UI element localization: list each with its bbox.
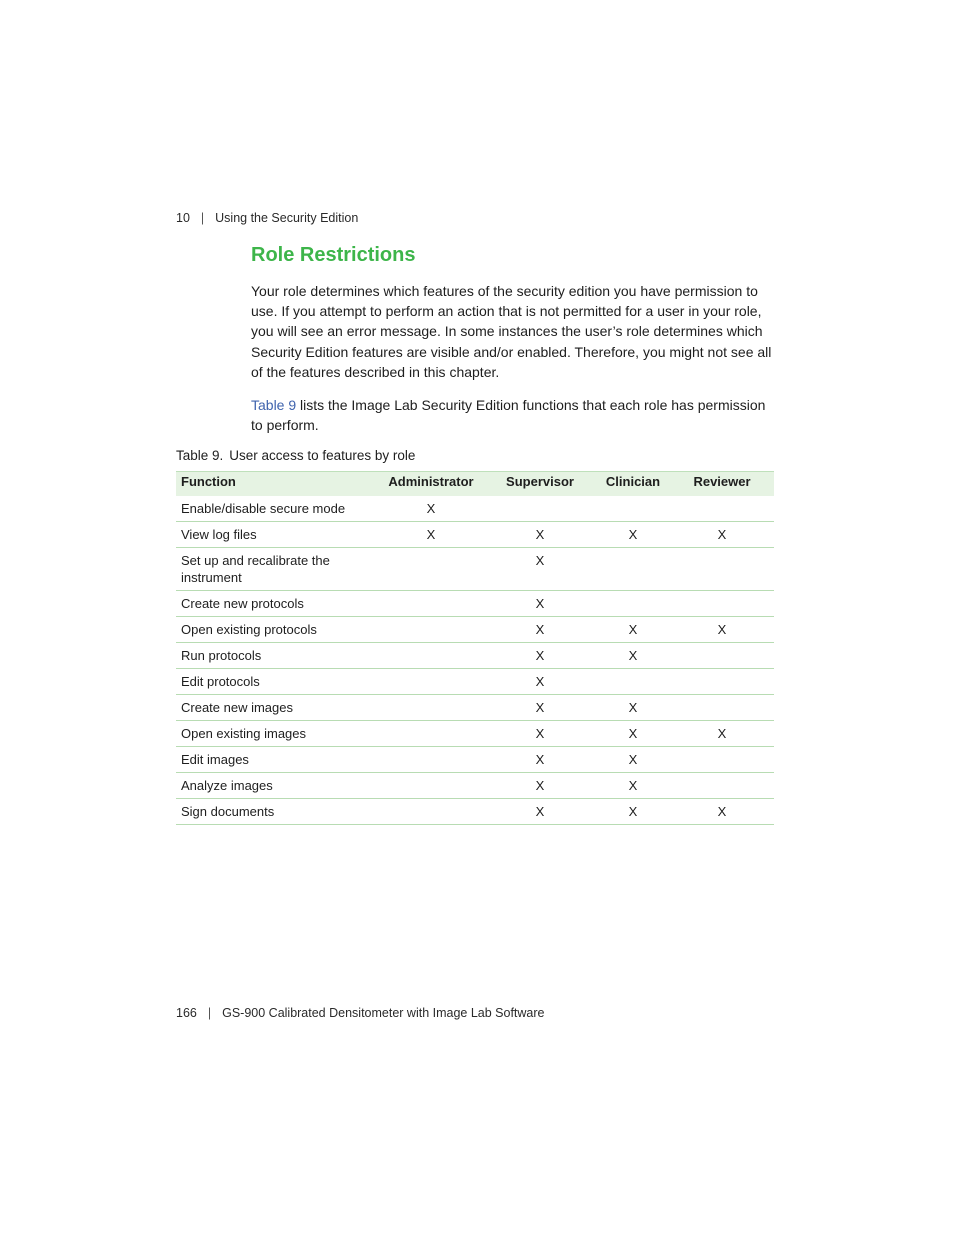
supervisor-cell: X [484, 669, 596, 695]
table-row [176, 669, 774, 695]
administrator-cell [378, 548, 484, 591]
table-header-row [176, 472, 774, 497]
intro-paragraph: Your role determines which features of the security edition you have permission to use. If you attempt to perform an action that is not permitted for a user in your role, you will see an error message. In some instances the user’s role determines which Security Edition features are visible and/or enabled. Therefore, you might not see all of the features described in this chapter. [251, 283, 772, 380]
supervisor-cell: X [484, 747, 596, 773]
function-cell: Set up and recalibrate the instrument [176, 548, 378, 591]
supervisor-cell: X [484, 695, 596, 721]
reviewer-cell: X [670, 617, 774, 643]
table-row [176, 591, 774, 617]
table-9-link[interactable]: Table 9 [251, 397, 297, 413]
chapter-title: Using the Security Edition [215, 211, 359, 225]
clinician-cell [596, 496, 670, 522]
reviewer-cell [670, 591, 774, 617]
table-row [176, 643, 774, 669]
function-cell: Sign documents [176, 799, 378, 825]
reviewer-cell [670, 643, 774, 669]
column-header-clinician: Clinician [596, 472, 670, 497]
reviewer-cell: X [670, 799, 774, 825]
header-separator: | [200, 211, 205, 225]
table-reference-text: lists the Image Lab Security Edition functions that each role has permission to perform. [251, 397, 766, 434]
function-cell: Analyze images [176, 773, 378, 799]
administrator-cell [378, 799, 484, 825]
clinician-cell: X [596, 643, 670, 669]
reviewer-cell [670, 548, 774, 591]
reviewer-cell [670, 695, 774, 721]
column-header-function: Function [176, 472, 378, 497]
reviewer-cell [670, 669, 774, 695]
administrator-cell [378, 669, 484, 695]
table-row [176, 548, 774, 591]
function-cell: Open existing images [176, 721, 378, 747]
footer-separator: | [207, 1006, 212, 1020]
administrator-cell [378, 591, 484, 617]
running-header [176, 211, 358, 225]
function-cell: Create new protocols [176, 591, 378, 617]
supervisor-cell: X [484, 721, 596, 747]
table-caption-text: User access to features by role [229, 448, 416, 463]
administrator-cell [378, 695, 484, 721]
reviewer-cell [670, 496, 774, 522]
table-row [176, 522, 774, 548]
table-row [176, 496, 774, 522]
function-cell: Create new images [176, 695, 378, 721]
table-caption-label: Table 9. [176, 448, 224, 463]
function-cell: View log files [176, 522, 378, 548]
function-cell: Run protocols [176, 643, 378, 669]
supervisor-cell [484, 496, 596, 522]
function-cell: Enable/disable secure mode [176, 496, 378, 522]
reviewer-cell [670, 773, 774, 799]
section-title: Role Restrictions [251, 244, 416, 266]
reviewer-cell: X [670, 721, 774, 747]
clinician-cell [596, 548, 670, 591]
clinician-cell: X [596, 617, 670, 643]
clinician-cell: X [596, 721, 670, 747]
clinician-cell: X [596, 522, 670, 548]
supervisor-cell: X [484, 591, 596, 617]
function-cell: Edit protocols [176, 669, 378, 695]
table-row [176, 721, 774, 747]
supervisor-cell: X [484, 548, 596, 591]
clinician-cell: X [596, 799, 670, 825]
reviewer-cell: X [670, 522, 774, 548]
running-footer [176, 1006, 545, 1020]
clinician-cell: X [596, 747, 670, 773]
table-reference-paragraph [251, 395, 776, 435]
supervisor-cell: X [484, 643, 596, 669]
function-cell: Open existing protocols [176, 617, 378, 643]
function-cell: Edit images [176, 747, 378, 773]
column-header-supervisor: Supervisor [484, 472, 596, 497]
chapter-number: 10 [176, 211, 190, 225]
supervisor-cell: X [484, 799, 596, 825]
book-title: GS-900 Calibrated Densitometer with Image Lab Software [222, 1006, 545, 1020]
clinician-cell: X [596, 695, 670, 721]
table-row [176, 773, 774, 799]
clinician-cell [596, 591, 670, 617]
table-row [176, 747, 774, 773]
page-number: 166 [176, 1006, 197, 1020]
reviewer-cell [670, 747, 774, 773]
table-row [176, 799, 774, 825]
administrator-cell [378, 643, 484, 669]
user-access-table [176, 471, 774, 825]
administrator-cell: X [378, 496, 484, 522]
table-caption [176, 448, 415, 463]
administrator-cell [378, 617, 484, 643]
administrator-cell [378, 721, 484, 747]
table-row [176, 617, 774, 643]
column-header-administrator: Administrator [378, 472, 484, 497]
clinician-cell: X [596, 773, 670, 799]
supervisor-cell: X [484, 617, 596, 643]
supervisor-cell: X [484, 522, 596, 548]
administrator-cell: X [378, 522, 484, 548]
supervisor-cell: X [484, 773, 596, 799]
table-row [176, 695, 774, 721]
clinician-cell [596, 669, 670, 695]
administrator-cell [378, 773, 484, 799]
administrator-cell [378, 747, 484, 773]
column-header-reviewer: Reviewer [670, 472, 774, 497]
